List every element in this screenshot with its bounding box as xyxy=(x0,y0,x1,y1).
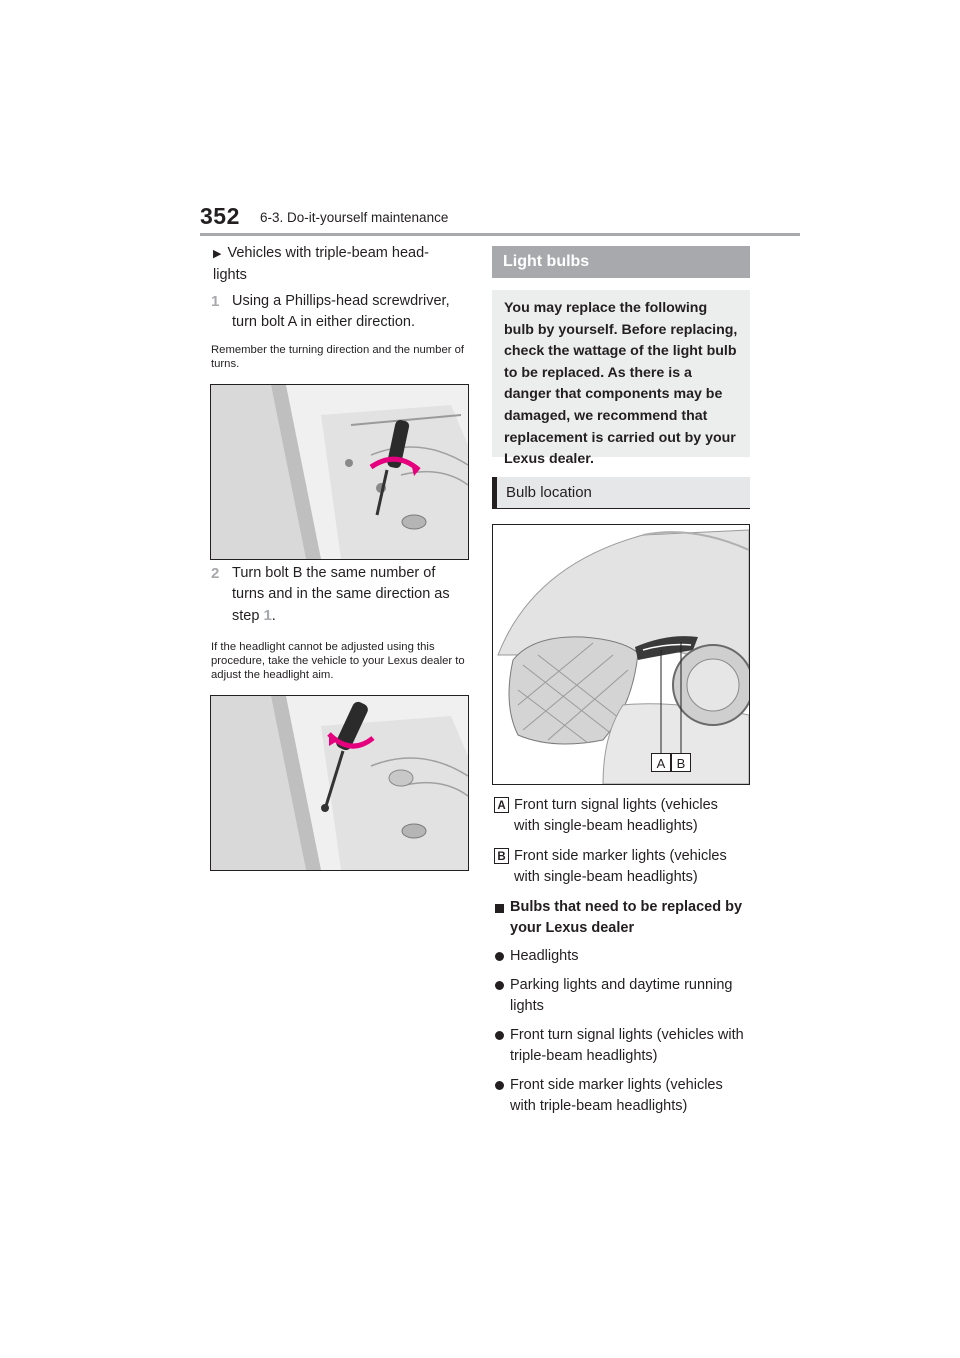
dealer-heading: Bulbs that need to be replaced by your Lexus dealer xyxy=(510,899,743,936)
bullet-icon xyxy=(495,981,504,990)
dealer-item: Front turn signal lights (vehicles with triple-beam headlights) xyxy=(510,1027,744,1064)
condition-heading xyxy=(213,243,453,286)
condition-text: Vehicles with triple-beam head-lights xyxy=(213,245,429,283)
dealer-item: Parking lights and daytime running lights xyxy=(510,977,733,1014)
page-number: 352 xyxy=(200,203,240,229)
intro-note: You may replace the following bulb by yourself. Before replacing, check the wattage of the light bulb to be replaced. As there is a danger that components may be damaged, we recommend that replacement is carried out by your Lexus dealer. xyxy=(492,290,750,457)
dealer-item: Headlights xyxy=(510,948,579,964)
bulb-location-header: Bulb location xyxy=(492,477,750,509)
note1: Remember the turning direction and the number of turns. xyxy=(211,344,465,370)
step2-text: Turn bolt B the same number of turns and in the same direction as step 1. xyxy=(232,565,450,624)
step1-number: 1 xyxy=(211,293,220,310)
engine-bay-illustration-2 xyxy=(211,696,468,870)
figure-bolt-b xyxy=(210,695,469,871)
tag-a: A xyxy=(494,797,509,813)
note2: If the headlight cannot be adjusted using this procedure, take the vehicle to your Lexus dealer to adjust the headlight aim. xyxy=(211,641,465,681)
car-front-illustration xyxy=(493,525,749,784)
header-rule xyxy=(200,233,800,236)
step1-text: Using a Phillips-head screwdriver, turn bolt A in either direction. xyxy=(232,293,450,330)
step-ref: 1 xyxy=(263,607,272,624)
dealer-item: Front side marker lights (vehicles with triple-beam headlights) xyxy=(510,1077,723,1114)
engine-bay-illustration-1 xyxy=(211,385,468,559)
callout-a: A xyxy=(651,753,671,772)
step2-number: 2 xyxy=(211,565,220,582)
bullet-icon xyxy=(495,1081,504,1090)
triangle-arrow-icon: ▶ xyxy=(213,248,222,260)
bullet-icon xyxy=(495,1031,504,1040)
tag-b: B xyxy=(494,848,509,864)
item-a-text: Front turn signal lights (vehicles with single-beam headlights) xyxy=(514,797,718,834)
callout-b: B xyxy=(671,753,691,772)
square-bullet-icon xyxy=(495,904,504,913)
light-bulbs-header: Light bulbs xyxy=(492,246,750,278)
item-b-text: Front side marker lights (vehicles with single-beam headlights) xyxy=(514,848,727,885)
bullet-icon xyxy=(495,952,504,961)
figure-bulb-location xyxy=(492,524,750,785)
figure-bolt-a xyxy=(210,384,469,560)
section-title: 6-3. Do-it-yourself maintenance xyxy=(260,210,449,225)
